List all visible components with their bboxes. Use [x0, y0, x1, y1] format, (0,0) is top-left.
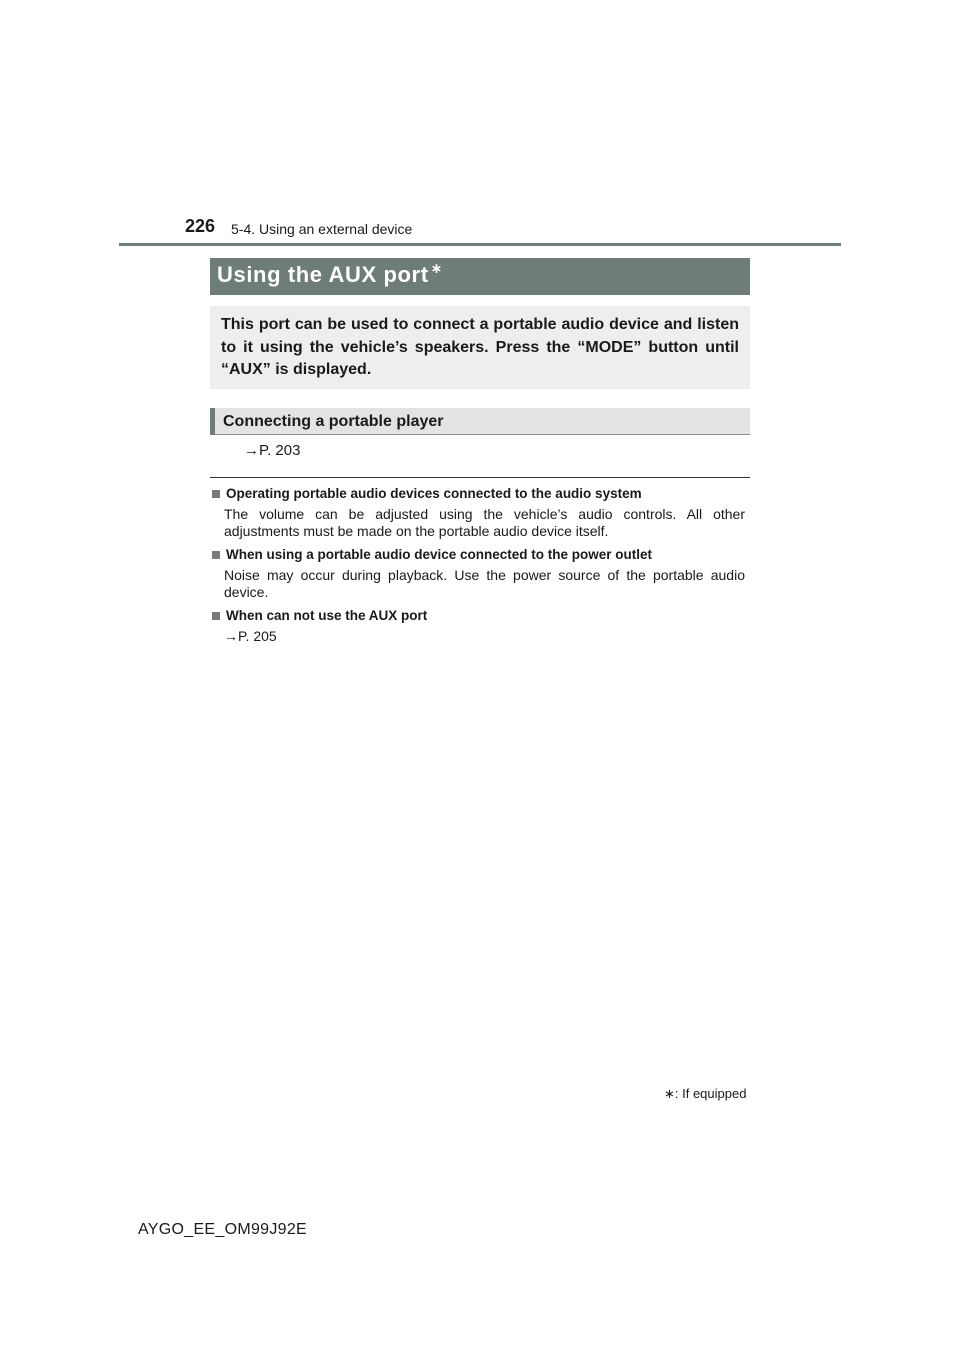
- note-body: Noise may occur during playback. Use the power source of the portable audio device.: [224, 567, 745, 600]
- page-reference-link[interactable]: →P. 205: [224, 628, 277, 644]
- intro-text: This port can be used to connect a portable audio device and listen to it using the vehicle’s speakers. Press the “MODE” button until “AUX” is displayed.: [221, 316, 739, 378]
- square-bullet-icon: [212, 551, 220, 559]
- square-bullet-icon: [212, 490, 220, 498]
- document-code: AYGO_EE_OM99J92E: [138, 1221, 308, 1238]
- page-title: [217, 262, 443, 288]
- section-reference: 5-4. Using an external device: [231, 221, 413, 237]
- footnote: ∗: If equipped: [664, 1086, 747, 1101]
- notes-divider: [210, 477, 750, 478]
- note-heading: [212, 547, 652, 562]
- note-heading-text: Operating portable audio devices connected to the audio system: [226, 486, 642, 501]
- note-heading: [212, 486, 642, 501]
- page-reference-link[interactable]: →P. 203: [244, 442, 301, 459]
- note-body: The volume can be adjusted using the vehicle’s audio controls. All other adjustments must be made on the portable audio device itself.: [224, 506, 745, 539]
- header-divider: [119, 243, 841, 246]
- note-heading: [212, 608, 427, 623]
- subsection-accent: [210, 408, 215, 435]
- subsection-title: Connecting a portable player: [223, 413, 444, 430]
- page-title-text: Using the AUX port: [217, 262, 429, 287]
- note-heading-text: When using a portable audio device connected to the power outlet: [226, 547, 653, 562]
- page-number: 226: [185, 216, 216, 236]
- equipped-marker: ∗: [430, 260, 443, 276]
- square-bullet-icon: [212, 612, 220, 620]
- note-heading-text: When can not use the AUX port: [226, 608, 428, 623]
